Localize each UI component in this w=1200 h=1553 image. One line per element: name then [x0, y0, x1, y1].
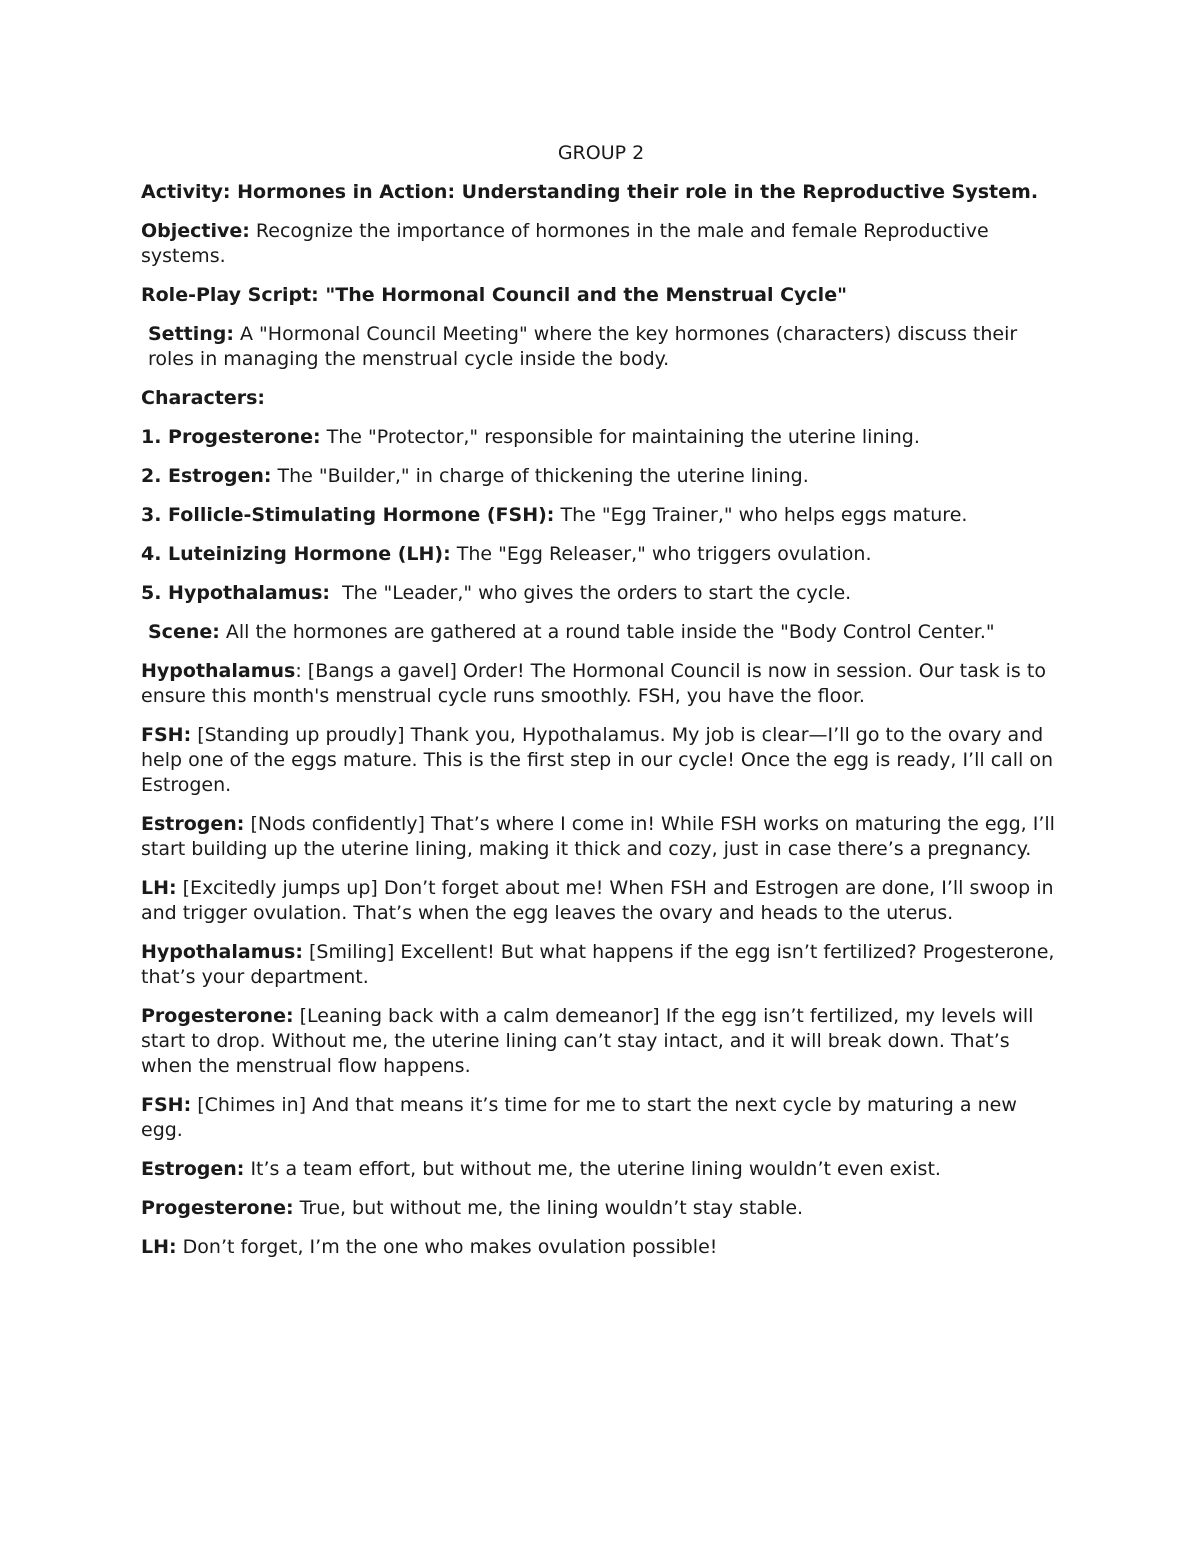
character-label: 2. Estrogen:	[141, 465, 272, 487]
dialogue-line	[141, 1196, 1061, 1221]
dialogue-text: [Standing up proudly] Thank you, Hypothalamus. My job is clear—I’ll go to the ovary and help one of the eggs mature. This is the first step in our cycle! Once the egg is ready, I’ll call on Estrogen.	[141, 724, 1054, 796]
setting-line	[141, 322, 1061, 372]
character-description: The "Leader," who gives the orders to start the cycle.	[330, 582, 852, 604]
dialogue-speaker: FSH:	[141, 1094, 192, 1116]
dialogue-text: [Chimes in] And that means it’s time for me to start the next cycle by maturing a new egg.	[141, 1094, 1017, 1141]
document-page	[141, 141, 1061, 1274]
dialogue-speaker: Progesterone:	[141, 1197, 294, 1219]
scene-label: Scene:	[148, 621, 220, 643]
setting-label: Setting:	[148, 323, 234, 345]
dialogue-text: True, but without me, the lining wouldn’t stay stable.	[293, 1197, 804, 1219]
dialogue-speaker: Hypothalamus	[141, 660, 296, 682]
dialogue-text: [Nods confidently] That’s where I come in! While FSH works on maturing the egg, I’ll start building up the uterine lining, making it thick and cozy, just in case there’s a pregnancy.	[141, 813, 1055, 860]
dialogue-line	[141, 1235, 1061, 1260]
objective-label: Objective:	[141, 220, 250, 242]
dialogue-line	[141, 812, 1061, 862]
character-item	[141, 464, 1061, 489]
dialogue-line	[141, 940, 1061, 990]
dialogue-speaker: Estrogen:	[141, 813, 245, 835]
dialogue-speaker: LH:	[141, 877, 177, 899]
dialogue-text: [Excitedly jumps up] Don’t forget about me! When FSH and Estrogen are done, I’ll swoop in and trigger ovulation. That’s when the egg leaves the ovary and heads to the uterus.	[141, 877, 1054, 924]
setting-text: A "Hormonal Council Meeting" where the key hormones (characters) discuss their roles in managing the menstrual cycle inside the body.	[148, 323, 1018, 370]
script-title: Role-Play Script: "The Hormonal Council and the Menstrual Cycle"	[141, 284, 847, 306]
character-label: 4. Luteinizing Hormone (LH):	[141, 543, 451, 565]
character-label: 5. Hypothalamus:	[141, 582, 330, 604]
character-label: 3. Follicle-Stimulating Hormone (FSH):	[141, 504, 555, 526]
dialogue-speaker: FSH:	[141, 724, 192, 746]
dialogue-line	[141, 723, 1061, 798]
dialogue-speaker: Progesterone:	[141, 1005, 294, 1027]
dialogue-speaker: LH:	[141, 1236, 177, 1258]
activity-label: Activity:	[141, 181, 231, 203]
scene-line	[141, 620, 1061, 645]
character-item	[141, 542, 1061, 567]
scene-text: All the hormones are gathered at a round table inside the "Body Control Center."	[219, 621, 995, 643]
dialogue-speaker: Estrogen:	[141, 1158, 245, 1180]
character-description: The "Protector," responsible for maintaining the uterine lining.	[320, 426, 920, 448]
dialogue-line	[141, 1093, 1061, 1143]
dialogue-line	[141, 659, 1061, 709]
characters-heading: Characters:	[141, 387, 265, 409]
group-title: GROUP 2	[557, 142, 645, 164]
dialogue-text: It’s a team effort, but without me, the uterine lining wouldn’t even exist.	[244, 1158, 941, 1180]
character-description: The "Egg Releaser," who triggers ovulation.	[450, 543, 872, 565]
character-description: The "Builder," in charge of thickening the uterine lining.	[271, 465, 809, 487]
dialogue-text: Don’t forget, I’m the one who makes ovulation possible!	[176, 1236, 718, 1258]
objective-line	[141, 219, 1061, 269]
dialogue-text: [Leaning back with a calm demeanor] If the egg isn’t fertilized, my levels will start to drop. Without me, the uterine lining can’t stay intact, and it will break down. That’s when the menstrual flow happens.	[141, 1005, 1034, 1077]
dialogue-speaker: Hypothalamus:	[141, 941, 303, 963]
dialogue-text: : [Bangs a gavel] Order! The Hormonal Council is now in session. Our task is to ensure this month's menstrual cycle runs smoothly. FSH, you have the floor.	[141, 660, 1046, 707]
character-item	[141, 503, 1061, 528]
dialogue-line	[141, 1004, 1061, 1079]
character-item	[141, 425, 1061, 450]
dialogue-text: [Smiling] Excellent! But what happens if the egg isn’t fertilized? Progesterone, that’s your department.	[141, 941, 1055, 988]
character-item	[141, 581, 1061, 606]
objective-text: Recognize the importance of hormones in the male and female Reproductive systems.	[141, 220, 989, 267]
character-description: The "Egg Trainer," who helps eggs mature.	[554, 504, 968, 526]
dialogue-line	[141, 876, 1061, 926]
dialogue-line	[141, 1157, 1061, 1182]
activity-line	[141, 180, 1061, 205]
activity-text: Hormones in Action: Understanding their role in the Reproductive System.	[230, 181, 1039, 203]
character-label: 1. Progesterone:	[141, 426, 321, 448]
